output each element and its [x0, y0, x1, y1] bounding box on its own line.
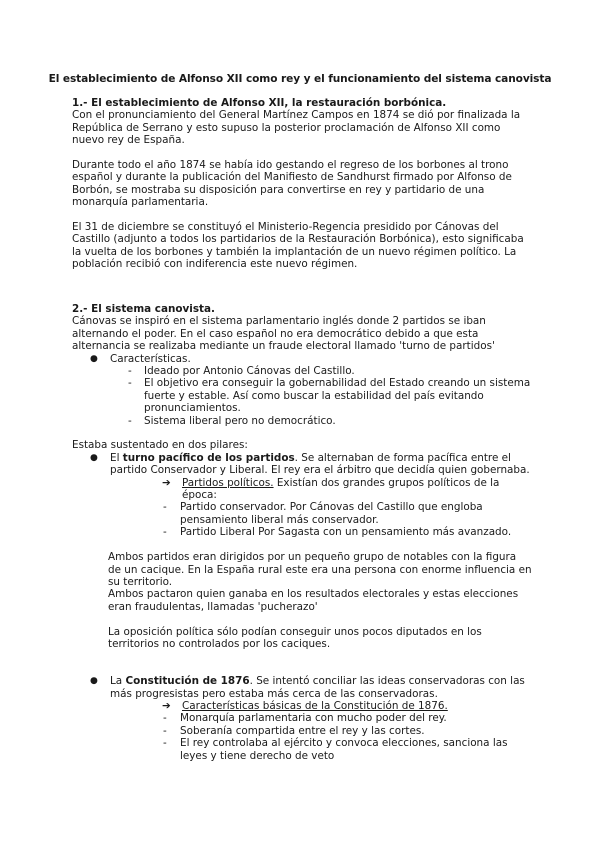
list-item [72, 725, 532, 737]
constitucion-3: El rey controlaba al ejército y convoca elecciones, sanciona las leyes y tiene derecho de veto [180, 737, 508, 762]
bullet-caracteristicas: Características. [110, 352, 191, 365]
bullet-icon: ● [90, 676, 98, 687]
caracteristica-1: Ideado por Antonio Cánovas del Castillo. [144, 365, 355, 378]
partido-2: Partido Liberal Por Sagasta con un pensamiento más avanzado. [180, 526, 512, 539]
bullet-icon: ● [90, 353, 98, 364]
section-2-intro: Cánovas se inspiró en el sistema parlamentario inglés donde 2 partidos se iban alternando el poder. En el caso español no era democrático debido a que esta alternancia se realizaba mediante un fraude electoral llamado 'turno de partidos' [72, 315, 495, 353]
section-1-paragraph-2: Durante todo el año 1874 se había ido gestando el regreso de los borbones al trono español y durante la publicación del Manifiesto de Sandhurst firmado por Alfonso de Borbón, se mostraba su disposición para convertirse en rey y partidario de una monarquía parlamentaria. [72, 159, 512, 209]
turno-prefix: El [110, 451, 123, 464]
oposicion-paragraph: La oposición política sólo podían conseguir unos pocos diputados en los territorios no controlados por los caciques. [108, 625, 482, 650]
dash-icon: - [163, 712, 167, 725]
list-item [72, 526, 532, 538]
dash-icon: - [163, 501, 167, 514]
arrow-item [72, 477, 532, 502]
ambos-paragraph-1: Ambos partidos eran dirigidos por un pequeño grupo de notables con la figura de un cacique. En la España rural este era una persona con enorme influencia en su territorio. [108, 551, 532, 588]
list-item [72, 737, 532, 762]
list-item [72, 415, 532, 427]
const-rest: . Se intentó conciliar las ideas conservadoras con las más progresistas pero estaba más cerca de las conservadoras. [110, 675, 525, 700]
constitucion-1: Monarquía parlamentaria con mucho poder del rey. [180, 712, 447, 725]
partidos-rest: Existían dos grandes grupos políticos de la época: [182, 476, 500, 502]
list-item [72, 712, 532, 724]
caracteristica-3: Sistema liberal pero no democrático. [144, 414, 336, 427]
arrow-icon: ➔ [162, 476, 171, 489]
dash-icon: - [128, 365, 132, 378]
dash-icon: - [128, 377, 132, 390]
bullet-item [72, 675, 532, 700]
document-title: El establecimiento de Alfonso XII como rey y el funcionamiento del sistema canovista [48, 73, 552, 85]
section-1 [72, 97, 532, 271]
dash-icon: - [163, 724, 167, 737]
constitucion-2: Soberanía compartida entre el rey y las cortes. [180, 724, 425, 737]
section-2 [72, 303, 532, 762]
turno-rest: . Se alternaban de forma pacífica entre el partido Conservador y Liberal. El rey era el árbitro que decidía quien gobernaba. [110, 451, 530, 477]
const-label: Características básicas de la Constitución de 1876. [182, 699, 448, 712]
partidos-label: Partidos políticos. [182, 476, 274, 489]
pilares-intro: Estaba sustentado en dos pilares: [72, 439, 248, 452]
list-item [72, 365, 532, 377]
caracteristica-2: El objetivo era conseguir la gobernabilidad del Estado creando un sistema fuerte y estable. Así como buscar la estabilidad del país evitando pronunciamientos. [144, 377, 531, 415]
dash-icon: - [163, 526, 167, 539]
arrow-icon: ➔ [162, 699, 171, 712]
bullet-item [72, 452, 532, 477]
bullet-icon: ● [90, 452, 98, 463]
list-item [72, 377, 532, 414]
dash-icon: - [128, 414, 132, 427]
dash-icon: - [163, 737, 167, 750]
list-item [72, 501, 532, 526]
const-bold: Constitución de 1876 [125, 675, 250, 688]
const-prefix: La [110, 675, 126, 688]
ambos-paragraph-2: Ambos pactaron quien ganaba en los resultados electorales y estas elecciones eran fraudulentas, llamadas 'pucherazo' [108, 588, 519, 613]
section-1-heading: 1.- El establecimiento de Alfonso XII, la restauración borbónica. [72, 97, 447, 109]
bullet-item [72, 353, 532, 365]
arrow-item [72, 700, 532, 712]
turno-bold: turno pacífico de los partidos [122, 451, 295, 464]
section-2-heading: 2.- El sistema canovista. [72, 303, 215, 315]
section-1-paragraph-3: El 31 de diciembre se constituyó el Ministerio-Regencia presidido por Cánovas del Castillo (adjunto a todos los partidarios de la Restauración Borbónica), esto significaba la vuelta de los borbones y también la implantación de un nuevo régimen político. La población recibió con indiferencia este nuevo régimen. [72, 221, 524, 271]
partido-1: Partido conservador. Por Cánovas del Castillo que engloba pensamiento liberal más conservador. [180, 501, 483, 526]
section-1-paragraph-1: Con el pronunciamiento del General Martínez Campos en 1874 se dió por finalizada la República de Serrano y esto supuso la posterior proclamación de Alfonso XII como nuevo rey de España. [72, 109, 521, 147]
